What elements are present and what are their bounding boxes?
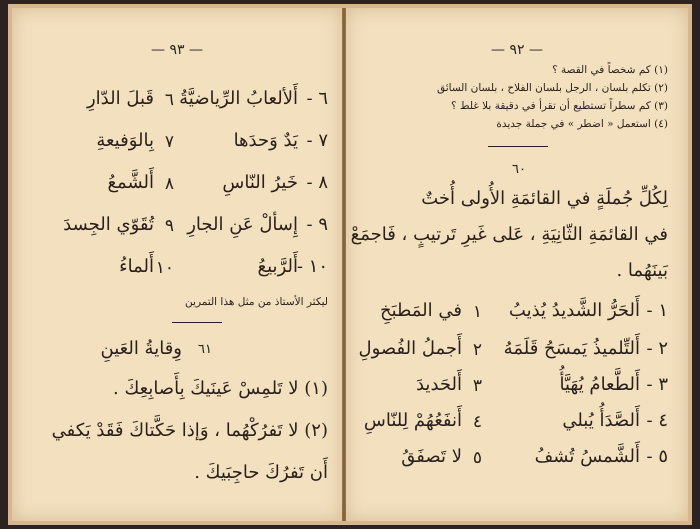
- item-number: ١٠: [155, 258, 174, 278]
- divider: [172, 322, 222, 323]
- item-number: ٤ -: [646, 410, 668, 431]
- item-text: أَجملُ الفُصولِ: [358, 338, 462, 359]
- item-text: يَدٌ وَحدَها: [233, 130, 298, 151]
- item-number: ١: [472, 302, 482, 322]
- item-number: ٧ -: [306, 130, 328, 151]
- item-text: بِالوَفيعةِ: [96, 130, 154, 151]
- left-page: [12, 8, 342, 521]
- item-number: ٥: [472, 448, 482, 468]
- item-number: ٧: [164, 132, 174, 152]
- text-line: (١) لا تَلمِسْ عَينَيكَ بِأَصابِعِكَ .: [113, 378, 328, 399]
- item-text: أَلشَّمسُ تُشفُ: [534, 446, 640, 467]
- open-book: [8, 4, 692, 525]
- item-text: أَلطَّعامُ يُهَيَّأُ: [559, 374, 640, 395]
- item-number: ١ -: [646, 300, 668, 321]
- divider: [488, 146, 548, 147]
- instruction-line: في القائمَةِ الثّانِيَةِ ، عَلى غَيرِ تَرتيبٍ ، فَاجمَعْ: [350, 224, 668, 245]
- item-text: أَنفَعُهُمْ لِلنّاسِ: [363, 410, 462, 431]
- exercise-number: ٦١: [198, 342, 212, 357]
- item-number: ٩ -: [306, 214, 328, 235]
- item-number: ٢: [472, 340, 482, 360]
- exercise-title: وِقايةُ العَينِ: [100, 338, 182, 359]
- item-number: ٩: [164, 216, 174, 236]
- page-number: — ٩٢ —: [491, 42, 543, 58]
- item-text: إِسألْ عَنِ الجارِ: [187, 214, 298, 235]
- item-number: ٥ -: [646, 446, 668, 467]
- text-line: (٢) لا تَفرُكْهُما ، وَإذا حَكَّتاكَ فَقَدْ يَكفي: [51, 420, 328, 441]
- item-number: ١٠ -: [296, 256, 328, 277]
- item-text: لا تَصفَقُ: [401, 446, 462, 467]
- item-number: ٨ -: [306, 172, 328, 193]
- item-number: ٢ -: [646, 338, 668, 359]
- question: (٤) استعمل « اضطر » في جملة جديدة: [496, 118, 668, 130]
- question: (٣) كم سطراً تستطيع أن تقرأ في دقيقة بلا غلط ؟: [450, 100, 668, 112]
- right-page: [346, 8, 688, 521]
- page-number: — ٩٣ —: [151, 42, 203, 58]
- item-number: ٦: [164, 90, 174, 110]
- question: (١) كم شخصاً في القصة ؟: [552, 64, 668, 76]
- item-text: أَلصَّدَأُ يُبلي: [562, 410, 640, 431]
- exercise-number: ٦٠: [512, 162, 526, 177]
- item-text: أَلحَرُّ الشَّديدُ يُذيبُ: [508, 300, 640, 321]
- item-text: أَلحَديدَ: [415, 374, 462, 395]
- item-text: أَلماءُ: [119, 256, 154, 277]
- text-line: أَن تَفرُكَ حاجِبَيكَ .: [194, 462, 328, 483]
- item-number: ٤: [472, 412, 482, 432]
- item-text: قَبلَ الدّارِ: [86, 88, 154, 109]
- item-text: تُقَوّي الجِسدَ: [63, 214, 154, 235]
- item-text: خَيرُ النّاسِ: [222, 172, 298, 193]
- item-text: أَلتِّلميذُ يَمسَحُ قَلَمَهُ: [503, 338, 640, 359]
- item-text: في المَطبَخِ: [379, 300, 462, 321]
- instruction-line: بَينَهُما .: [616, 260, 668, 281]
- item-number: ٦ -: [306, 88, 328, 109]
- item-text: أَلشَّمعُ: [107, 172, 154, 193]
- question: (٢) تكلم بلسان ، الرجل بلسان الفلاح ، بلسان السائق: [436, 82, 668, 94]
- item-text: أَلألعابُ الرِّياضيَّةُ: [179, 88, 298, 109]
- item-text: أَلرَّبيعُ: [257, 256, 298, 277]
- item-number: ٣: [472, 376, 482, 396]
- item-number: ٣ -: [646, 374, 668, 395]
- instruction-line: لِكُلِّ جُملَةٍ في القائمَةِ الأُولى أُختٌ: [421, 188, 668, 209]
- teacher-note: ليكثر الأستاذ من مثل هذا التمرين: [185, 296, 328, 308]
- item-number: ٨: [164, 174, 174, 194]
